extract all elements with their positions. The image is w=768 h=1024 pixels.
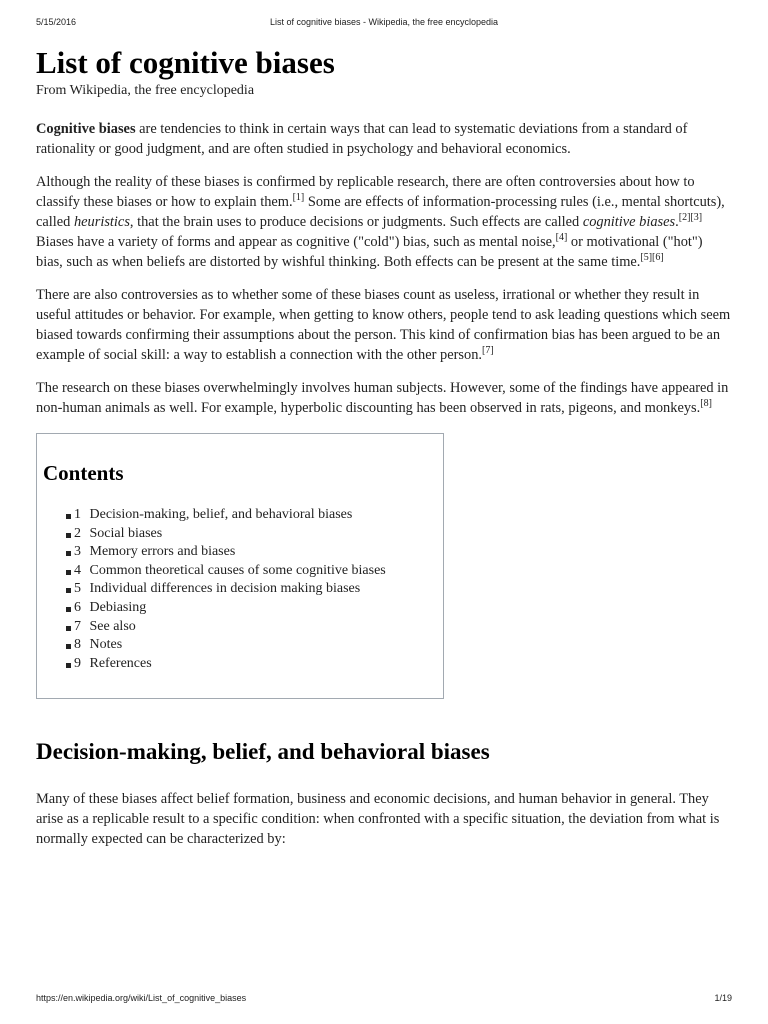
section-paragraph: Many of these biases affect belief formation, business and economic decisions, and human behavior in general. They arise as a replicable result to a specific condition: when confronted with a specific situation, the deviation from what is normally expected can be characterized by: xyxy=(36,791,720,847)
toc-item-label: References xyxy=(89,655,152,671)
print-date: 5/15/2016 xyxy=(36,17,77,27)
p2-text-2: Some are effects of information-processing rules (i.e., mental shortcuts), called xyxy=(36,194,725,230)
bullet-icon xyxy=(66,570,71,575)
toc-title: Contents xyxy=(43,461,124,485)
citation-7[interactable]: [7] xyxy=(482,345,494,356)
bullet-icon xyxy=(66,626,71,631)
intro-paragraph xyxy=(36,119,732,159)
p2-text-3: , that the brain uses to produce decisions or judgments. Such effects are called xyxy=(129,214,583,230)
toc-item-label: Notes xyxy=(89,637,123,653)
paragraph-4 xyxy=(36,378,732,418)
table-of-contents xyxy=(36,433,444,699)
tagline: From Wikipedia, the free encyclopedia xyxy=(36,83,255,98)
bullet-icon xyxy=(66,533,71,538)
toc-item-label: Social biases xyxy=(89,525,163,541)
citation-4[interactable]: [4] xyxy=(555,232,568,243)
p3-text: There are also controversies as to whether some of these biases count as useless, irrational or whether they result in useful attitudes or behavior. For example, when getting to know others, people tend to ask leading questions which seem biased towards confirming their assumptions about the person. This kind of confirmation bias has been argued to be an example of social skill: a way to establish a connection with the other person. xyxy=(36,287,731,363)
toc-item-label: See also xyxy=(89,618,136,634)
print-url: https://en.wikipedia.org/wiki/List_of_cognitive_biases xyxy=(36,993,247,1003)
print-footer xyxy=(36,993,732,1007)
toc-item-8[interactable] xyxy=(37,636,443,655)
toc-item-3[interactable] xyxy=(37,543,443,562)
toc-item-number: 9 xyxy=(74,655,81,671)
toc-item-7[interactable] xyxy=(37,618,443,637)
toc-item-6[interactable] xyxy=(37,599,443,618)
citation-1[interactable]: [1] xyxy=(292,192,305,203)
bullet-icon xyxy=(66,514,71,519)
toc-item-label: Debiasing xyxy=(89,599,147,615)
intro-text: are tendencies to think in certain ways that can lead to systematic deviations from a standard of rationality or good judgment, and are often studied in psychology and behavioral economics. xyxy=(36,121,688,157)
p4-text: The research on these biases overwhelmingly involves human subjects. However, some of the findings have appeared in non-human animals as well. For example, hyperbolic discounting has been observed in rats, pigeons, and monkeys. xyxy=(36,380,729,416)
p2-text-5: Biases have a variety of forms and appear as cognitive ("cold") bias, such as mental noise, xyxy=(36,234,556,250)
print-header xyxy=(36,17,732,31)
heuristics-link[interactable]: heuristics xyxy=(73,214,130,230)
toc-item-9[interactable] xyxy=(37,655,443,674)
citation-2-3[interactable]: [2][3] xyxy=(678,212,703,223)
intro-term: Cognitive biases xyxy=(36,121,136,137)
paragraph-2 xyxy=(36,172,732,272)
page-title: List of cognitive biases xyxy=(36,45,335,80)
toc-item-1[interactable] xyxy=(37,506,443,525)
toc-item-number: 8 xyxy=(74,637,81,653)
paragraph-3 xyxy=(36,285,732,365)
citation-5-6[interactable]: [5][6] xyxy=(640,252,664,263)
p2-text-6: or motivational ("hot") bias, such as when beliefs are distorted by wishful thinking. Both effects can be present at the same time. xyxy=(36,234,703,270)
toc-item-label: Decision-making, belief, and behavioral biases xyxy=(89,507,353,522)
toc-item-4[interactable] xyxy=(37,562,443,581)
bullet-icon xyxy=(66,607,71,612)
article-content xyxy=(36,44,732,849)
toc-item-label: Memory errors and biases xyxy=(89,544,236,560)
toc-item-number: 6 xyxy=(74,599,81,615)
toc-item-number: 5 xyxy=(74,581,81,597)
toc-item-5[interactable] xyxy=(37,580,443,599)
page-number: 1/19 xyxy=(714,993,732,1003)
cognitive-biases-term: cognitive biases xyxy=(582,214,676,230)
p2-text-4: . xyxy=(675,214,679,230)
toc-item-number: 4 xyxy=(74,562,81,578)
toc-item-number: 2 xyxy=(74,525,81,541)
citation-8[interactable]: [8] xyxy=(700,398,712,409)
toc-item-number: 3 xyxy=(74,544,81,560)
toc-item-label: Individual differences in decision making biases xyxy=(89,581,361,597)
bullet-icon xyxy=(66,588,71,593)
section-heading: Decision-making, belief, and behavioral biases xyxy=(36,739,490,764)
p2-text-1: Although the reality of these biases is confirmed by replicable research, there are often controversies about how to classify these biases or how to explain them. xyxy=(36,174,695,210)
toc-list xyxy=(37,506,443,673)
bullet-icon xyxy=(66,551,71,556)
toc-item-label: Common theoretical causes of some cognitive biases xyxy=(89,562,386,578)
toc-item-2[interactable] xyxy=(37,525,443,544)
toc-item-number: 1 xyxy=(74,507,81,522)
bullet-icon xyxy=(66,663,71,668)
toc-item-number: 7 xyxy=(74,618,81,634)
bullet-icon xyxy=(66,644,71,649)
print-page-title: List of cognitive biases - Wikipedia, the free encyclopedia xyxy=(269,17,499,27)
